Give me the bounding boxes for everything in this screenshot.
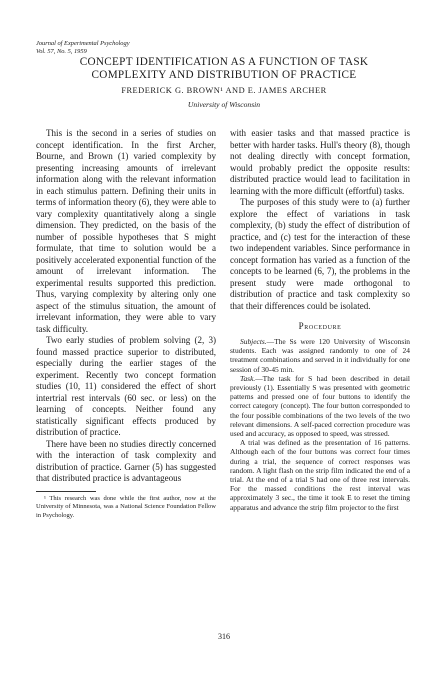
subjects-text: —The Ss were 120 University of Wisconsin students. Each was assigned randomly to one of 24 treatment combinations and served in it individually for one session of 30-45 min. <box>230 337 410 374</box>
method-section <box>230 337 410 512</box>
journal-header <box>36 40 130 55</box>
journal-name: Journal of Experimental Psychology <box>36 40 130 47</box>
continued-paragraph: with easier tasks and that massed practice is better with harder tasks. Hull's theory (8), though not dealing directly with concept formation, would probably predict the opposite results: distributed practice would lead to facilitation in learning with the more difficult (effortful) tasks. <box>230 128 410 196</box>
trial-paragraph: A trial was defined as the presentation of 16 patterns. Although each of the four buttons was correct four times during a trial, the sequence of correct responses was random. A light flash on the strip film indicated the end of a trial. At the end of a trial S had one of three rest intervals. For the massed conditions the rest interval was approximately 3 sec., the time it took E to reset the timing apparatus and advance the strip film projector to the first <box>230 438 410 512</box>
task-label: Task. <box>240 373 256 383</box>
footnote-divider <box>36 491 96 492</box>
task-paragraph <box>230 374 410 438</box>
task-text: —The task for S had been described in detail previously (1). Essentially S was presented with geometric patterns and pressed one of four buttons to identify the correct category (concept). The four button corresponded to the four possible combinations of the two levels of the two relevant dimensions. A self-paced correction procedure was used and accuracy, as opposed to speed, was stressed. <box>230 373 410 439</box>
title-line-2: COMPLEXITY AND DISTRIBUTION OF PRACTICE <box>91 69 357 81</box>
intro-paragraph-3: There have been no studies directly concerned with the interaction of task complexity and distribution of practice. Garner (5) has suggested that distributed practice is advantageous <box>36 438 216 483</box>
author-footnote: ¹ This research was done while the first author, now at the University of Minnesota, was a National Science Foundation Fellow in Psychology. <box>36 494 216 519</box>
intro-paragraph-2: Two early studies of problem solving (2, 3) found massed practice superior to distributed, especially during the earlier stages of the experiment. Recently two concept formation studies (10, 11) considered the effect of short intertrial rest intervals (60 sec. or less) on the learning of concepts. Neither found any statistically significant effects produced by distribution of practice. <box>36 335 216 437</box>
intro-paragraph-1: This is the second in a series of studies on concept identification. In the first Archer, Bourne, and Brown (1) varied complexity by presenting increasing amounts of irrelevant information along with the relevant information in each stimulus pattern. Defining their units in terms of information theory (6), they were able to vary complexity quantitatively along a single dimension. They predicted, on the basis of the number of possible hypotheses that S might formulate, that time to solution would be a positively accelerated exponential function of the amount of irrelevant information. The experimental results supported this prediction. Thus, varying complexity by altering only one aspect of the stimulus situation, the amount of irrelevant information, they were able to vary task difficulty. <box>36 128 216 334</box>
subjects-paragraph <box>230 337 410 374</box>
right-column <box>230 128 410 512</box>
page-number: 316 <box>218 632 230 641</box>
journal-volume: Vol. 57, No. 5, 1959 <box>36 47 87 55</box>
affiliation: University of Wisconsin <box>187 100 261 109</box>
purpose-paragraph: The purposes of this study were to (a) further explore the effect of variations in task complexity, (b) study the effect of distribution of practice, and (c) test for the interaction of these two independent variables. Since performance in concept formation has varied as a function of the concepts to be learned (6, 7), the problems in the present study were made orthogonal to distribution of practice and task complexity so that their differences could be isolated. <box>230 197 410 311</box>
left-column <box>36 128 216 520</box>
author-line: FREDERICK G. BROWN¹ AND E. JAMES ARCHER <box>121 86 327 95</box>
subjects-label: Subjects. <box>240 337 267 346</box>
article-title <box>20 56 428 82</box>
title-line-1: CONCEPT IDENTIFICATION AS A FUNCTION OF TASK <box>79 56 369 68</box>
section-heading-procedure: Procedure <box>298 321 342 331</box>
